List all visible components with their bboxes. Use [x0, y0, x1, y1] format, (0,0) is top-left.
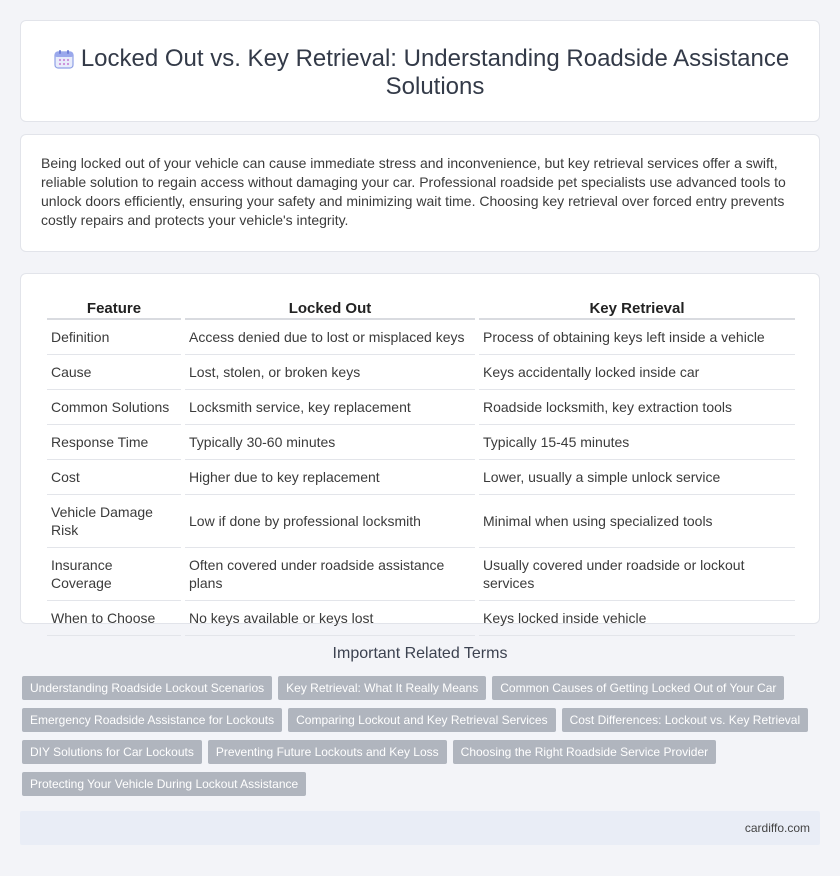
related-term-tag[interactable]: Protecting Your Vehicle During Lockout Assistance	[22, 772, 306, 796]
table-cell: Higher due to key replacement	[185, 460, 475, 495]
table-cell: Typically 15-45 minutes	[479, 425, 795, 460]
table-row	[47, 495, 795, 548]
table-cell: Vehicle Damage Risk	[47, 495, 181, 548]
table-row	[47, 355, 795, 390]
footer-site-link[interactable]: cardiffo.com	[744, 821, 810, 835]
table-cell: Lost, stolen, or broken keys	[185, 355, 475, 390]
table-cell: Low if done by professional locksmith	[185, 495, 475, 548]
table-cell: No keys available or keys lost	[185, 601, 475, 636]
related-term-tag[interactable]: Choosing the Right Roadside Service Provider	[453, 740, 716, 764]
table-cell: Often covered under roadside assistance plans	[185, 548, 475, 601]
table-cell: Roadside locksmith, key extraction tools	[479, 390, 795, 425]
related-terms-heading: Important Related Terms	[332, 645, 508, 662]
intro-paragraph: Being locked out of your vehicle can cause immediate stress and inconvenience, but key retrieval services offer a swift, reliable solution to regain access without damaging your car. Professional roadside pet specialists use advanced tools to unlock doors efficiently, ensuring your safety and minimizing wait time. Choosing key retrieval over forced entry prevents costly repairs and protects your vehicle's integrity.	[41, 155, 786, 228]
table-row	[47, 548, 795, 601]
table-cell: Usually covered under roadside or lockout services	[479, 548, 795, 601]
table-cell: Lower, usually a simple unlock service	[479, 460, 795, 495]
table-cell: Typically 30-60 minutes	[185, 425, 475, 460]
table-row	[47, 320, 795, 355]
related-term-tag[interactable]: DIY Solutions for Car Lockouts	[22, 740, 202, 764]
table-cell: Keys locked inside vehicle	[479, 601, 795, 636]
footer	[20, 811, 820, 845]
related-term-tag[interactable]: Comparing Lockout and Key Retrieval Services	[288, 708, 555, 732]
header-card	[20, 20, 820, 122]
table-cell: Definition	[47, 320, 181, 355]
table-header-row	[47, 296, 795, 320]
related-term-tag[interactable]: Emergency Roadside Assistance for Lockouts	[22, 708, 282, 732]
related-term-tag[interactable]: Cost Differences: Lockout vs. Key Retrieval	[562, 708, 809, 732]
intro-card	[20, 134, 820, 252]
comparison-table	[43, 296, 799, 636]
table-row	[47, 425, 795, 460]
table-cell: Locksmith service, key replacement	[185, 390, 475, 425]
table-cell: Access denied due to lost or misplaced keys	[185, 320, 475, 355]
table-cell: Response Time	[47, 425, 181, 460]
table-cell: Cause	[47, 355, 181, 390]
table-cell: Keys accidentally locked inside car	[479, 355, 795, 390]
table-row	[47, 601, 795, 636]
table-row	[47, 460, 795, 495]
related-terms-list	[22, 676, 822, 804]
related-term-tag[interactable]: Common Causes of Getting Locked Out of Your Car	[492, 676, 784, 700]
table-cell: Minimal when using specialized tools	[479, 495, 795, 548]
table-cell: When to Choose	[47, 601, 181, 636]
related-term-tag[interactable]: Preventing Future Lockouts and Key Loss	[208, 740, 447, 764]
comparison-table-card	[20, 273, 820, 624]
table-cell: Cost	[47, 460, 181, 495]
column-header-locked-out: Locked Out	[185, 296, 475, 320]
column-header-feature: Feature	[47, 296, 181, 320]
table-row	[47, 390, 795, 425]
table-cell: Process of obtaining keys left inside a vehicle	[479, 320, 795, 355]
column-header-key-retrieval: Key Retrieval	[479, 296, 795, 320]
related-term-tag[interactable]: Key Retrieval: What It Really Means	[278, 676, 486, 700]
page-title: Locked Out vs. Key Retrieval: Understanding Roadside Assistance Solutions	[80, 45, 790, 100]
table-cell: Insurance Coverage	[47, 548, 181, 601]
related-term-tag[interactable]: Understanding Roadside Lockout Scenarios	[22, 676, 272, 700]
table-cell: Common Solutions	[47, 390, 181, 425]
